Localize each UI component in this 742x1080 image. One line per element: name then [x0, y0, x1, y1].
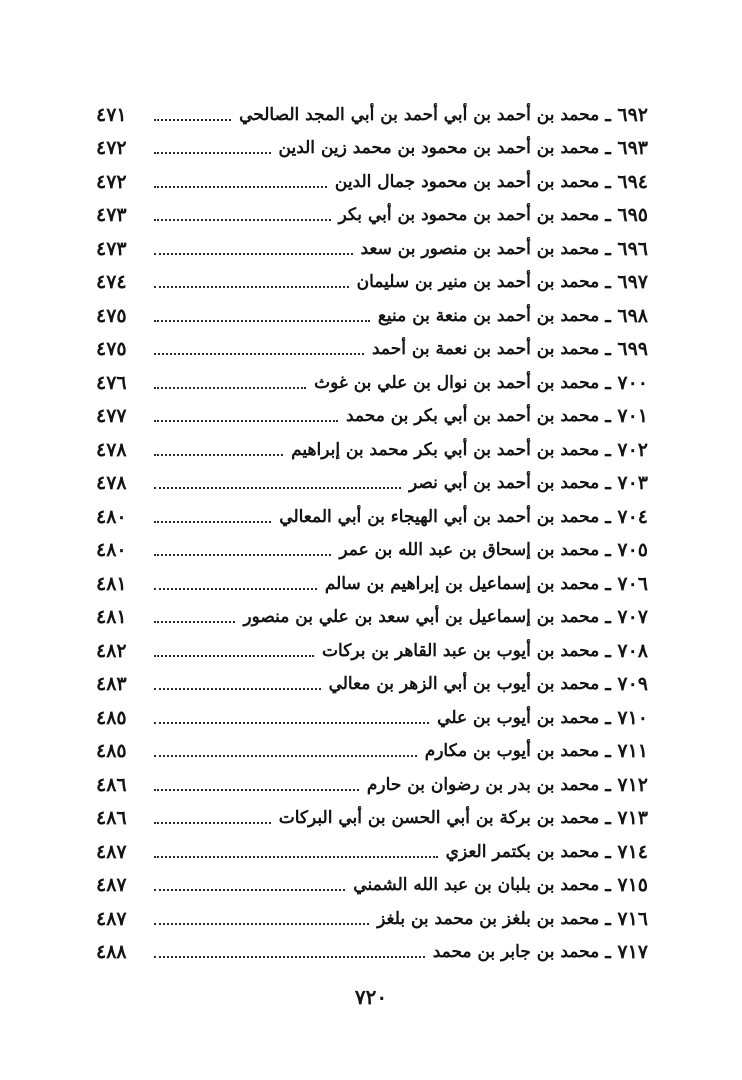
entry-title: محمد بن إسماعيل بن إبراهيم بن سالم — [324, 573, 600, 594]
toc-entry — [96, 98, 648, 132]
entry-title: محمد بن أيوب بن علي — [437, 707, 600, 728]
entry-number: ٧١٦ ـ — [605, 907, 648, 930]
entry-page-number: ٤٨٦ — [96, 773, 127, 796]
dot-leader — [154, 588, 317, 590]
entry-number: ٧٠٦ ـ — [605, 572, 648, 595]
dot-leader — [154, 353, 364, 355]
toc-entry — [96, 232, 648, 266]
dot-leader — [154, 219, 331, 221]
entry-number: ٧١١ ـ — [605, 740, 648, 763]
entry-page-number: ٤٧٧ — [96, 405, 127, 428]
entry-page-number: ٤٧١ — [96, 103, 127, 126]
dot-leader — [154, 320, 370, 322]
entry-title: محمد بن أحمد بن أبي بكر بن محمد — [345, 406, 600, 427]
entry-number: ٧٠٨ ـ — [605, 639, 648, 662]
entry-page-number: ٤٨٥ — [96, 740, 127, 763]
toc-entry — [96, 634, 648, 668]
toc-entry — [96, 835, 648, 869]
entry-number: ٧٠٥ ـ — [605, 539, 648, 562]
entry-page-number: ٤٧٢ — [96, 137, 127, 160]
toc-entry — [96, 668, 648, 702]
toc-entry — [96, 266, 648, 300]
entry-title: محمد بن أحمد بن أبي نصر — [408, 473, 600, 494]
entry-number: ٧١٧ ـ — [605, 941, 648, 964]
toc-entry — [96, 534, 648, 568]
toc-entry — [96, 433, 648, 467]
toc-entry — [96, 701, 648, 735]
entry-title: محمد بن أحمد بن منير بن سليمان — [356, 272, 600, 293]
toc-entry — [96, 802, 648, 836]
entry-title: محمد بن أحمد بن منصور بن سعد — [360, 238, 600, 259]
dot-leader — [154, 487, 401, 489]
entry-title: محمد بن أحمد بن نوال بن علي بن غوث — [314, 372, 600, 393]
dot-leader — [154, 286, 349, 288]
dot-leader — [154, 454, 283, 456]
toc-entry — [96, 132, 648, 166]
entry-page-number: ٤٨٢ — [96, 639, 127, 662]
page-number: ٧٢٠ — [354, 985, 388, 1009]
entry-title: محمد بن أحمد بن أبي بكر محمد بن إبراهيم — [291, 439, 600, 460]
entry-title: محمد بن أحمد بن أبي أحمد بن أبي المجد الصالحي — [239, 104, 600, 125]
entry-number: ٦٩٨ ـ — [605, 304, 648, 327]
toc-entry — [96, 333, 648, 367]
entry-number: ٦٩٩ ـ — [605, 338, 648, 361]
entry-page-number: ٤٨٧ — [96, 840, 127, 863]
entry-page-number: ٤٨٧ — [96, 907, 127, 930]
dot-leader — [154, 655, 314, 657]
entry-number: ٦٩٢ ـ — [605, 103, 648, 126]
toc-entry — [96, 936, 648, 970]
entry-number: ٧٠١ ـ — [605, 405, 648, 428]
entry-number: ٧٠٧ ـ — [605, 606, 648, 629]
entry-title: محمد بن أحمد بن محمود بن محمد زين الدين — [278, 138, 600, 159]
toc-entry — [96, 500, 648, 534]
entry-number: ٧٠٣ ـ — [605, 472, 648, 495]
entry-title: محمد بن أيوب بن عبد القاهر بن بركات — [322, 640, 600, 661]
toc-entry — [96, 567, 648, 601]
entry-page-number: ٤٨٣ — [96, 673, 127, 696]
toc-entry — [96, 735, 648, 769]
dot-leader — [154, 253, 353, 255]
dot-leader — [154, 521, 271, 523]
entry-number: ٧١٢ ـ — [605, 773, 648, 796]
entry-page-number: ٤٨٨ — [96, 941, 127, 964]
entry-page-number: ٤٨٦ — [96, 807, 127, 830]
entry-number: ٧١٣ ـ — [605, 807, 648, 830]
entry-title: محمد بن بكتمر العزي — [445, 841, 600, 862]
toc-entry — [96, 165, 648, 199]
entry-title: محمد بن بلغز بن محمد بن بلغز — [377, 908, 600, 929]
entry-title: محمد بن إسحاق بن عبد الله بن عمر — [339, 540, 600, 561]
dot-leader — [154, 152, 271, 154]
entry-number: ٧١٤ ـ — [605, 840, 648, 863]
entry-title: محمد بن بركة بن أبي الحسن بن أبي البركات — [278, 808, 600, 829]
entry-title: محمد بن أحمد بن محمود جمال الدين — [334, 171, 600, 192]
entry-page-number: ٤٧٥ — [96, 338, 127, 361]
entry-title: محمد بن أحمد بن أبي الهيجاء بن أبي المعالي — [279, 506, 600, 527]
entry-number: ٧٠٢ ـ — [605, 438, 648, 461]
dot-leader — [154, 554, 331, 556]
entry-page-number: ٤٧٨ — [96, 472, 127, 495]
entry-title: محمد بن إسماعيل بن أبي سعد بن علي بن منصور — [243, 607, 600, 628]
entry-page-number: ٤٨١ — [96, 572, 127, 595]
entry-number: ٦٩٧ ـ — [605, 271, 648, 294]
entry-title: محمد بن جابر بن محمد — [432, 942, 600, 963]
dot-leader — [154, 856, 438, 858]
toc-entry — [96, 869, 648, 903]
table-of-contents — [96, 98, 648, 969]
entry-page-number: ٤٨١ — [96, 606, 127, 629]
entry-number: ٦٩٤ ـ — [605, 170, 648, 193]
dot-leader — [154, 420, 338, 422]
toc-entry — [96, 768, 648, 802]
entry-title: محمد بن بدر بن رضوان بن حارم — [366, 774, 600, 795]
entry-page-number: ٤٨٠ — [96, 505, 127, 528]
entry-number: ٦٩٣ ـ — [605, 137, 648, 160]
toc-entry — [96, 467, 648, 501]
toc-entry — [96, 199, 648, 233]
dot-leader — [154, 755, 417, 757]
dot-leader — [154, 688, 321, 690]
entry-title: محمد بن أيوب بن مكارم — [424, 741, 600, 762]
dot-leader — [154, 722, 429, 724]
dot-leader — [154, 387, 306, 389]
entry-number: ٦٩٦ ـ — [605, 237, 648, 260]
entry-page-number: ٤٧٣ — [96, 237, 127, 260]
entry-number: ٧٠٠ ـ — [605, 371, 648, 394]
dot-leader — [154, 186, 327, 188]
dot-leader — [154, 119, 231, 121]
entry-title: محمد بن أحمد بن منعة بن منيع — [377, 305, 600, 326]
entry-number: ٧١٥ ـ — [605, 874, 648, 897]
entry-number: ٧١٠ ـ — [605, 706, 648, 729]
dot-leader — [154, 956, 425, 958]
dot-leader — [154, 889, 345, 891]
entry-title: محمد بن أيوب بن أبي الزهر بن معالي — [328, 674, 600, 695]
entry-number: ٧٠٩ ـ — [605, 673, 648, 696]
entry-number: ٦٩٥ ـ — [605, 204, 648, 227]
entry-number: ٧٠٤ ـ — [605, 505, 648, 528]
dot-leader — [154, 822, 271, 824]
entry-page-number: ٤٨٧ — [96, 874, 127, 897]
toc-entry — [96, 902, 648, 936]
entry-page-number: ٤٧٦ — [96, 371, 127, 394]
entry-page-number: ٤٧٥ — [96, 304, 127, 327]
toc-entry — [96, 601, 648, 635]
toc-entry — [96, 299, 648, 333]
entry-page-number: ٤٨٥ — [96, 706, 127, 729]
entry-title: محمد بن أحمد بن محمود بن أبي بكر — [338, 205, 600, 226]
entry-page-number: ٤٨٠ — [96, 539, 127, 562]
toc-entry — [96, 400, 648, 434]
entry-page-number: ٤٧٨ — [96, 438, 127, 461]
dot-leader — [154, 621, 235, 623]
dot-leader — [154, 789, 359, 791]
entry-title: محمد بن أحمد بن نعمة بن أحمد — [371, 339, 600, 360]
entry-page-number: ٤٧٤ — [96, 271, 127, 294]
toc-entry — [96, 366, 648, 400]
dot-leader — [154, 923, 369, 925]
entry-page-number: ٤٧٣ — [96, 204, 127, 227]
entry-title: محمد بن بلبان بن عبد الله الشمني — [353, 875, 600, 896]
entry-page-number: ٤٧٢ — [96, 170, 127, 193]
